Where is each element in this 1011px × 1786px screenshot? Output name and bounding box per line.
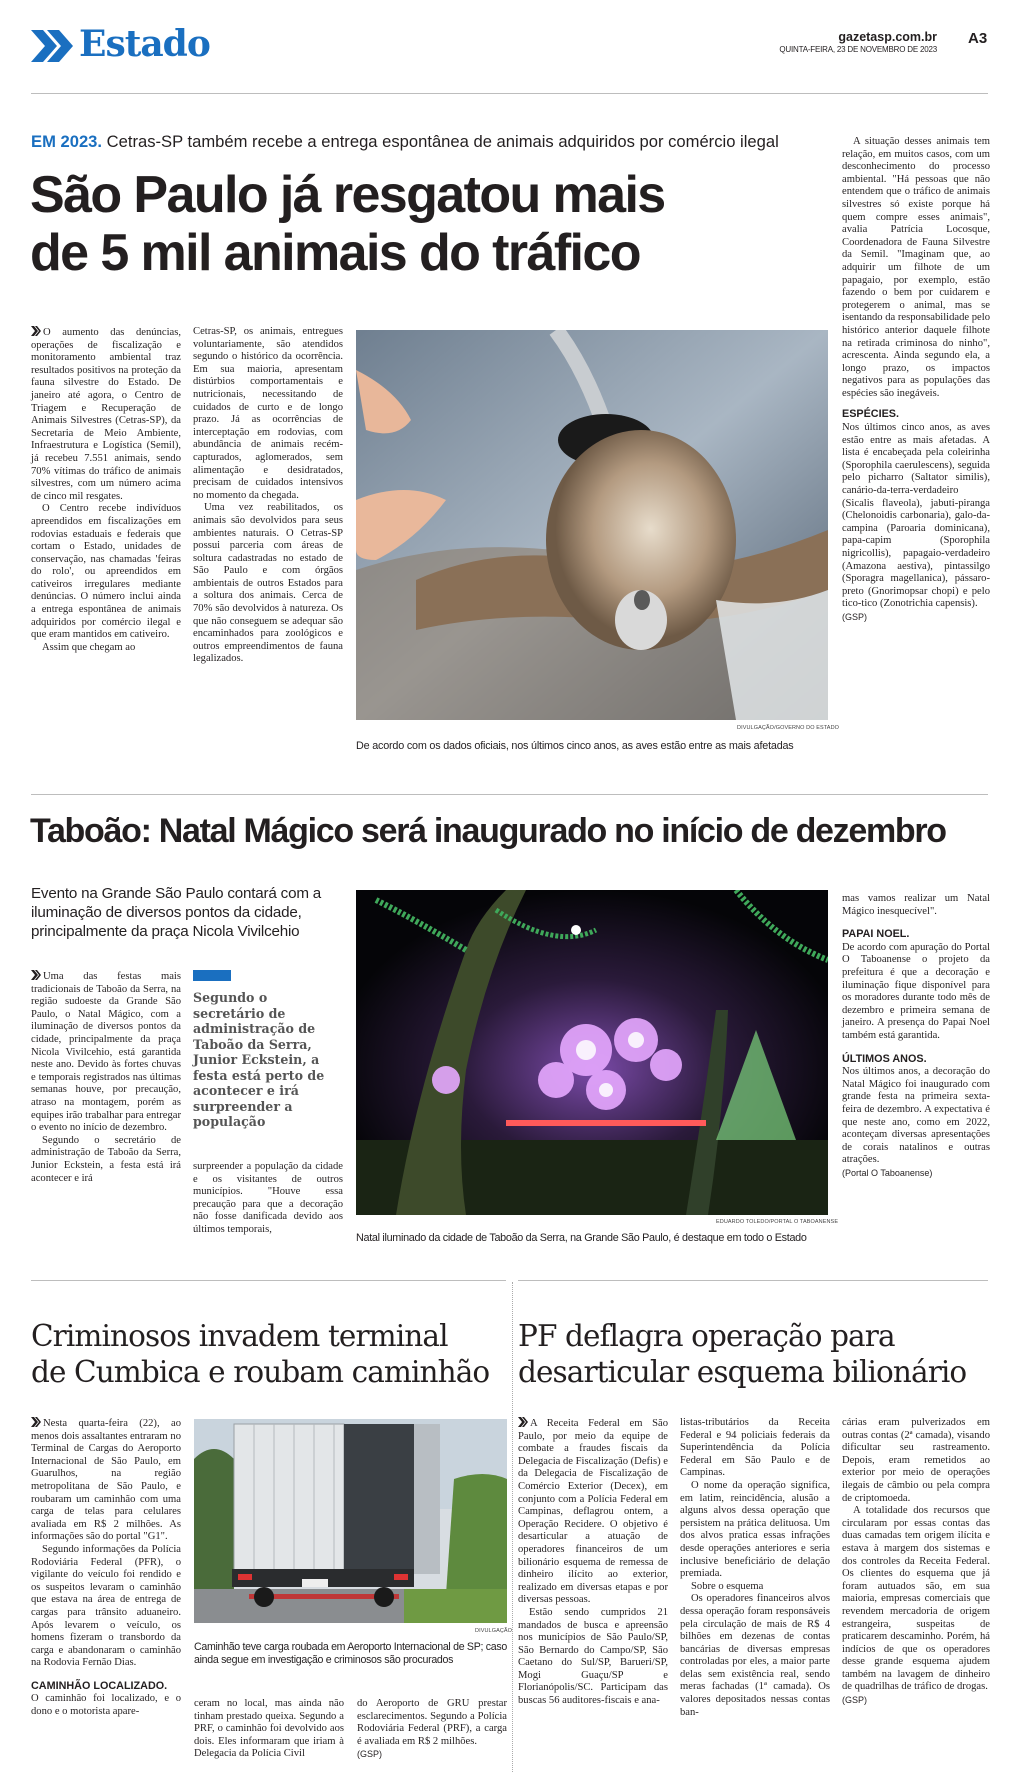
- headline-line2: desarticular esquema bilionário: [518, 1355, 967, 1389]
- site-url: gazetasp.com.br: [838, 30, 937, 44]
- paragraph: surpreender a população da cidade e os visitantes de outros municípios. "Houve essa precaução para que a decoração não fosse danificada devido aos últimos temporais,: [193, 1161, 343, 1235]
- paragraph: Segundo o secretário de administração de Taboão da Serra, Junior Eckstein, a festa está irá acontecer e irá: [31, 1134, 181, 1184]
- photo-caption: Natal iluminado da cidade de Taboão da Serra, na Grande São Paulo, é destaque em todo o Estado: [356, 1232, 807, 1244]
- article2-column2-tail: [193, 1161, 343, 1237]
- article4-headline: [518, 1318, 966, 1390]
- headline-line1: PF deflagra operação para: [518, 1319, 895, 1353]
- subheading: Sobre o esquema: [691, 1580, 764, 1592]
- column-separator: [512, 1282, 513, 1772]
- article4-column3: [842, 1417, 990, 1707]
- article3-column2: [194, 1698, 344, 1761]
- pullquote: Segundo o secretário de administração de Taboão da Serra, Junior Eckstein, a festa está perto de acontecer e irá surpreender a população: [193, 990, 325, 1129]
- truck-photo: [194, 1419, 507, 1623]
- paragraph: O Centro recebe indivíduos apreendidos em fiscalizações em rodovias estaduais e federais que cortam o Estado, unidades de conservação, nas chamadas 'feiras do rolo', ou apreendidos em cativeiros irregulares mediante denúncias. O número inclui ainda a entrega espontânea de animais adquiridos por comércio ilegal e que eram mantidos em cativeiro.: [31, 503, 181, 641]
- christmas-lights-photo: [356, 890, 828, 1215]
- section-divider: [31, 1280, 506, 1281]
- paragraph: Cetras-SP, os animais, entregues voluntariamente, são atendidos segundo o histórico da ocorrência. Em sua maioria, apresentam distúrbios comportamentais e nutricionais, necessitando de cuidados de curto e de longo prazo. Já as ocorrências de interceptação em rodovias, com abundância de animais recém-capturados, aglomerados, sem alimentação e desidratados, precisam de cuidados intensivos no momento da chegada.: [193, 326, 343, 501]
- paragraph: Nos últimos cinco anos, as aves estão entre as mais afetadas. A lista é encabeçada pela coleirinha (Sporophila caerulescens), seguida pelo picharro (Saltator similis), canário-da-terra-verdadeiro (Sicalis flaveola), jabuti-piranga (Chelonoidis carbonaria), galo-da-campina (Paroaria dominicana), papa-capim (Sporophila nigricollis), papagaio-verdadeiro (Amazona aestiva), pintassilgo (Sporagra magellanica), pássaro-preto (Gnorimopsar chopi) e pelo tico-tico (Zonotrichia capensis).: [842, 422, 990, 610]
- paragraph: Segundo informações da Polícia Rodoviária Federal (PFR), o vigilante do veículo foi rendido e os suspeitos levaram o caminhão que estava na área de entrega de cargas para trânsito aduaneiro. Após levarem o veículo, os homens fizeram o transbordo da carga e abandonaram o caminhão na Rodovia Fernão Dias.: [31, 1543, 181, 1669]
- article2-column1: [31, 970, 181, 1185]
- paragraph: cárias eram pulverizados em outras contas (2ª camada), visando dificultar seu rastreamento. Depois, eram remetidos ao exterior por meio de operações ilegais de câmbio ou pela compra de criptomoeda.: [842, 1417, 990, 1504]
- paragraph: mas vamos realizar um Natal Mágico inesquecível".: [842, 893, 990, 917]
- section-divider: [31, 794, 988, 795]
- photo-credit: DIVULGAÇÃO: [475, 1628, 513, 1634]
- paragraph: Estão sendo cumpridos 21 mandados de busca e apreensão nos municípios de São Paulo/SP, São Bernardo do Campo/SP, São Caetano do Sul/SP, Barueri/SP, Mogi Guaçu/SP e Florianópolis/SC. Participam das buscas 56 auditores-fiscais e ana-: [518, 1606, 668, 1707]
- chevron-bullet-icon: [31, 1417, 41, 1427]
- photo-caption: Caminhão teve carga roubada em Aeroporto Internacional de SP; caso ainda segue em investigação e criminosos são procurados: [194, 1641, 507, 1666]
- paragraph: A situação desses animais tem relação, em muitos casos, com um desconhecimento do processo ambiental. "Há pessoas que não entendem que o tráfico de animais silvestres só existe porque há quem compre esses animais", avalia Patrícia Locosque, Coordenadora de Fauna Silvestre da Semil. "Imaginam que, ao adquirir um filhote de um papagaio, por exemplo, estão fazendo o bem por cuidarem e protegerem o animal, mas se isentando da responsabilidade pelo histórico anterior daquele filhote na retirada criminosa do ninho", acrescenta. Ainda segundo ela, a longo prazo, os impactos negativos para as populações das espécies são inegáveis.: [842, 136, 990, 399]
- signature: (GSP): [842, 611, 868, 622]
- paragraph: A Receita Federal em São Paulo, por meio da equipe de combate a fraudes fiscais da Delegacia de Fiscalização (Defis) e da Delegacia de Fiscalização de Comércio Exterior (Decex), em conjunto com a Polícia Federal em Campinas, deflagrou ontem, a Operação Recidere. O objetivo é desarticular a atuação de operadores financeiros de um bilionário esquema de remessa de dinheiro ilícito ao exterior, realizado em diversas etapas e por diversas pessoas.: [518, 1418, 668, 1606]
- paragraph: O nome da operação significa, em latim, reincidência, alusão a alguns alvos dessa operação que persistem na prática delituosa. Um dos alvos pratica essas infrações desde operações anteriores e seria inclusive beneficiário de delação premiada.: [680, 1479, 830, 1580]
- headline-line1: São Paulo já resgatou mais: [30, 166, 665, 224]
- paragraph: O caminhão foi localizado, e o dono e o motorista apare-: [31, 1693, 181, 1718]
- bird-photo: [356, 330, 828, 720]
- paragraph: Assim que chegam ao: [42, 641, 136, 653]
- section-logo: [31, 23, 241, 66]
- section-title: Estado: [79, 23, 210, 65]
- article2-headline: Taboão: Natal Mágico será inaugurado no início de dezembro: [30, 812, 946, 850]
- chevron-bullet-icon: [518, 1417, 528, 1427]
- paragraph: ceram no local, mas ainda não tinham prestado queixa. Segundo a PRF, o caminhão foi devolvido aos dois. Eles informaram que iriam à Delegacia da Polícia Civil: [194, 1698, 344, 1760]
- article4-column2: [680, 1417, 830, 1719]
- headline-line2: de 5 mil animais do tráfico: [30, 224, 640, 282]
- paragraph: listas-tributários da Receita Federal e 94 policiais federais da Superintendência da Polícia Federal em São Paulo e de Campinas.: [680, 1417, 830, 1479]
- photo-credit: EDUARDO TOLEDO/PORTAL O TABOANENSE: [716, 1219, 839, 1225]
- signature: (Portal O Taboanense): [842, 1167, 933, 1178]
- section-divider: [518, 1280, 988, 1281]
- chevron-logo-icon: [31, 30, 75, 62]
- article1-column1: [31, 326, 181, 654]
- paragraph: Uma das festas mais tradicionais de Taboão da Serra, na região sudoeste da Grande São Paulo, o Natal Mágico, com a iluminação de diversos pontos da cidade, principalmente da praça Nicola Vivilcehio, está garantida neste ano. Devido às fortes chuvas e temporais registrados nas últimas semanas houve, por precaução, atraso na montagem, porém as equipes irão trabalhar para entregar o evento no início de dezembro.: [31, 971, 181, 1134]
- article1-kicker: [31, 132, 779, 152]
- paragraph: O aumento das denúncias, operações de fiscalização e monitoramento ambiental traz resultados positivos na proteção da fauna silvestre do Estado. De janeiro até agora, o Centro de Triagem e Recuperação de Animais Silvestres (Cetras-SP), da Secretaria de Meio Ambiente, Infraestrutura e Logística (Semil), já recebeu 7.551 animais, sendo 70% vítimas do tráfico de animais silvestres, com um número acima de cinco mil resgates.: [31, 327, 181, 502]
- paragraph: De acordo com apuração do Portal O Taboanense o projeto da prefeitura é que a decoração e iluminação fique disponível para os moradores durante todo mês de dezembro e primeira semana de janeiro. A presença do Papai Noel também está garantida.: [842, 941, 990, 1041]
- paragraph: A totalidade dos recursos que circularam por essas contas das duas camadas tem origem ilícita e estava à margem dos sistemas e dos controles da Receita Federal. Os clientes do esquema que já foram autuados são, em sua maioria, empresas comerciais que revendem mercadoria de origem estrangeira, suspeitas de praticarem descaminho. Porém, há indícios de que os operadores desse grande esquema ajudem também na lavagem de dinheiro de quadrilhas de tráfico de drogas.: [842, 1505, 990, 1693]
- headline-line2: de Cumbica e roubam caminhão: [31, 1355, 490, 1389]
- paragraph: Nesta quarta-feira (22), ao menos dois assaltantes entraram no Terminal de Cargas do Aeroporto Internacional de São Paulo, em Guarulhos, na região metropolitana de São Paulo, e roubaram um caminhão com uma carga de telas para celulares avaliada em R$ 2 milhões. As informações são do portal "G1".: [31, 1418, 181, 1543]
- subheading: ÚLTIMOS ANOS.: [842, 1052, 927, 1065]
- article1-column3: [842, 136, 990, 624]
- header-divider: [31, 93, 988, 94]
- kicker-text: Cetras-SP também recebe a entrega espontânea de animais adquiridos por comércio ilegal: [106, 132, 779, 151]
- issue-date: QUINTA-FEIRA, 23 DE NOVEMBRO DE 2023: [779, 45, 937, 54]
- signature: (GSP): [357, 1749, 383, 1760]
- article2-column3: [842, 893, 990, 1179]
- article4-column1: [518, 1417, 668, 1708]
- paragraph: Uma vez reabilitados, os animais são devolvidos para seus ambientes naturais. O Cetras-SP possui parceria com áreas de soltura cadastradas no estado de São Paulo e com órgãos ambientais de outros Estados para a soltura dos animais. Cerca de 70% são devolvidos à natureza. Os que não conseguem se adequar são encaminhados para zoológicos e outros empreendimentos de fauna legalizados.: [193, 502, 343, 665]
- subheading: PAPAI NOEL.: [842, 928, 910, 941]
- article3-headline: [31, 1318, 489, 1390]
- chevron-bullet-icon: [31, 970, 41, 980]
- pullquote-bar: [193, 970, 231, 981]
- photo-credit: DIVULGAÇÃO/GOVERNO DO ESTADO: [737, 725, 840, 731]
- paragraph: Os operadores financeiros alvos dessa operação foram responsáveis pela circulação de mais de R$ 4 bilhões em dezenas de contas bancárias de diversas empresas controladas por eles, a maior parte delas sem existência real, sendo meras fachadas (1ª camada). Os valores depositados nessas contas ban-: [680, 1593, 830, 1718]
- kicker-label: EM 2023.: [31, 132, 103, 151]
- article1-headline: [30, 166, 665, 282]
- subheading: ESPÉCIES.: [842, 408, 900, 421]
- page-number: A3: [968, 30, 988, 47]
- subheading: CAMINHÃO LOCALIZADO.: [31, 1679, 168, 1692]
- chevron-bullet-icon: [31, 326, 41, 336]
- article2-deck: Evento na Grande São Paulo contará com a iluminação de diversos pontos da cidade, principalmente da praça Nicola Vivilcehio: [31, 885, 322, 940]
- headline-line1: Criminosos invadem terminal: [31, 1319, 448, 1353]
- article1-column2: [193, 326, 343, 666]
- article3-column1: [31, 1417, 181, 1719]
- signature: (GSP): [842, 1695, 868, 1706]
- paragraph: Nos últimos anos, a decoração do Natal Mágico foi inaugurado com grande festa na primeira sexta-feira de dezembro. A expectativa é que neste ano, como em 2022, aconteçam diversas apresentações de corais natalinos e outras atrações.: [842, 1066, 990, 1166]
- paragraph: do Aeroporto de GRU prestar esclarecimentos. Segundo a Polícia Rodoviária Federal (PRF), a carga é avaliada em R$ 2 milhões.: [357, 1698, 507, 1747]
- article3-column3: [357, 1698, 507, 1761]
- photo-caption: De acordo com os dados oficiais, nos últimos cinco anos, as aves estão entre as mais afetadas: [356, 740, 794, 752]
